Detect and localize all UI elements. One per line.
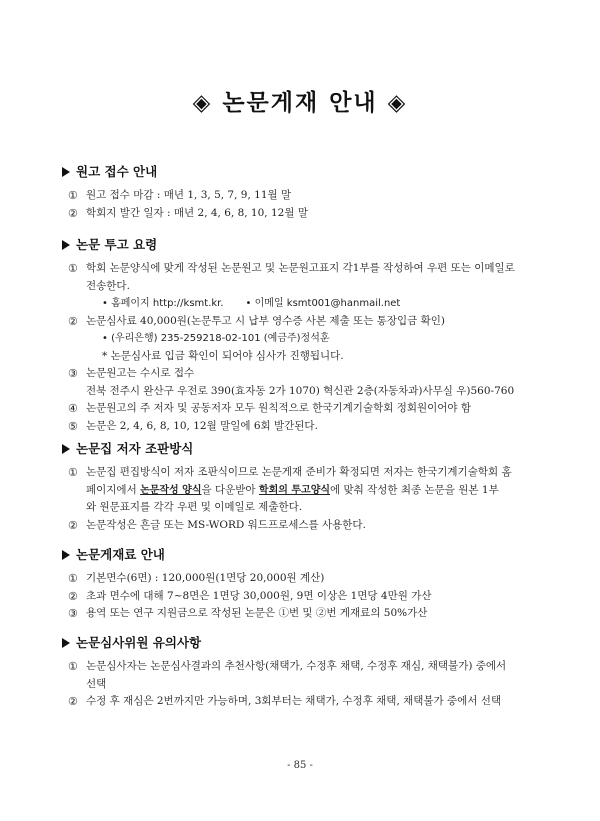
section-heading [62, 163, 562, 181]
heading-text: 논문심사위원 유의사항 [76, 635, 202, 650]
page-title: ◈ 논문게재 안내 ◈ [192, 90, 408, 116]
list-item [62, 260, 562, 295]
item-text: 논문심사료 40,000원(논문투고 시 납부 영수증 사본 제출 또는 통장입금 확인) [86, 314, 445, 327]
item-text: 기본면수(6면) : 120,000원(1면당 20,000원 계산) [86, 572, 325, 584]
item-number: ② [68, 206, 78, 220]
item-text-cont: 페이지에서 [86, 483, 141, 496]
item-number: ② [68, 589, 78, 603]
item-number: ① [68, 660, 78, 673]
list-item [62, 187, 562, 205]
item-number: ② [68, 518, 78, 532]
bank-line: • (우리은행) 235-259218-02-101 (예금주)정석훈 [102, 333, 330, 344]
item-text: 논문은 2, 4, 6, 8, 10, 12월 말일에 6회 발간된다. [86, 419, 318, 432]
template-link-text: 논문작성 양식 [140, 484, 202, 496]
item-text-cont: 을 다운받아 [201, 483, 259, 496]
list-item [62, 205, 562, 223]
list-item [62, 365, 562, 400]
triangle-bullet-icon [62, 444, 70, 454]
item-text-cont: 와 원문표지를 각각 우편 및 이메일로 제출한다. [86, 501, 303, 513]
item-text: 논문원고의 주 저자 및 공동저자 모두 원칙적으로 한국기계기술학회 정회원이어야 함 [86, 402, 472, 414]
list-item [62, 693, 562, 711]
note-line: * 논문심사료 입금 확인이 되어야 심사가 진행됩니다. [102, 349, 344, 362]
item-text: 논문심사자는 논문심사결과의 추천사항(채택가, 수정후 채택, 수정후 재심, 채택불가) 중에서 [86, 660, 507, 672]
item-text: 용역 또는 연구 지원금으로 작성된 논문은 ①번 및 ②번 게재료의 50%가산 [86, 607, 428, 619]
heading-text: 논문 투고 요령 [76, 237, 158, 252]
item-number: ③ [68, 607, 78, 620]
triangle-bullet-icon [62, 550, 70, 560]
triangle-bullet-icon [62, 638, 70, 648]
list-item [62, 400, 562, 418]
item-number: ① [68, 262, 78, 275]
homepage-text: • 홈페이지 http://ksmt.kr. [102, 298, 224, 309]
item-number: ③ [68, 367, 78, 380]
heading-text: 원고 접수 안내 [76, 164, 158, 179]
section-submission [62, 163, 562, 222]
item-text: 논문작성은 흔글 또는 MS-WORD 워드프로세스를 사용한다. [86, 518, 366, 531]
email-text: • 이메일 ksmt001@hanmail.net [245, 298, 401, 309]
item-text-cont: 전북 전주시 완산구 우전로 390(효자동 2가 1070) 혁신관 2층(자동차과)사무실 우)560-760 [86, 384, 515, 397]
section-guidelines [62, 236, 562, 435]
item-number: ① [68, 189, 78, 202]
list-item [62, 605, 562, 623]
item-text: 초과 면수에 대해 7~8면은 1면당 30,000원, 9면 이상은 1면당 4만원 가산 [86, 589, 432, 602]
section-fees [62, 546, 562, 623]
section-reviewers [62, 634, 562, 711]
item-number: ① [68, 572, 78, 585]
item-text: 수정 후 재심은 2번까지만 가능하며, 3회부터는 채택가, 수정후 채택, 채택불가 중에서 선택 [86, 695, 502, 707]
page-number: - 85 - [287, 760, 313, 771]
item-text: 학회 논문양식에 맞게 작성된 논문원고 및 논문원고표지 각1부를 작성하여 우편 또는 이메일로 [86, 262, 515, 274]
section-typesetting [62, 440, 562, 534]
item-number: ② [68, 314, 78, 328]
list-item [62, 588, 562, 606]
list-item [62, 570, 562, 588]
contact-line [62, 295, 562, 313]
submission-format-text: 학회의 투고양식 [258, 484, 331, 496]
list-item [62, 418, 562, 436]
item-number: ① [68, 466, 78, 479]
item-number: ④ [68, 402, 78, 415]
item-text: 학회지 발간 일자 : 매년 2, 4, 6, 8, 10, 12월 말 [86, 206, 308, 219]
item-text: 원고 접수 마감 : 매년 1, 3, 5, 7, 9, 11월 말 [86, 189, 292, 201]
list-item [62, 313, 562, 331]
item-number: ② [68, 695, 78, 708]
section-heading [62, 236, 562, 254]
list-item [62, 464, 562, 517]
heading-text: 논문게재료 안내 [76, 547, 165, 562]
section-heading [62, 634, 562, 652]
heading-text: 논문집 저자 조판방식 [76, 441, 194, 456]
list-item [62, 658, 562, 693]
item-text: 논문원고는 수시로 접수 [86, 367, 195, 379]
triangle-bullet-icon [62, 167, 70, 177]
item-text: 논문집 편집방식이 저자 조판식이므로 논문게재 준비가 확정되면 저자는 한국기계기술학회 홈 [86, 466, 512, 478]
item-text-cont: 전송한다. [86, 279, 130, 292]
section-heading [62, 440, 562, 458]
triangle-bullet-icon [62, 240, 70, 250]
item-text-cont: 에 맞춰 작성한 최종 논문을 원본 1부 [330, 483, 499, 496]
item-text-cont: 선택 [86, 677, 107, 690]
item-number: ⑤ [68, 419, 78, 433]
section-heading [62, 546, 562, 564]
list-item [62, 517, 562, 535]
